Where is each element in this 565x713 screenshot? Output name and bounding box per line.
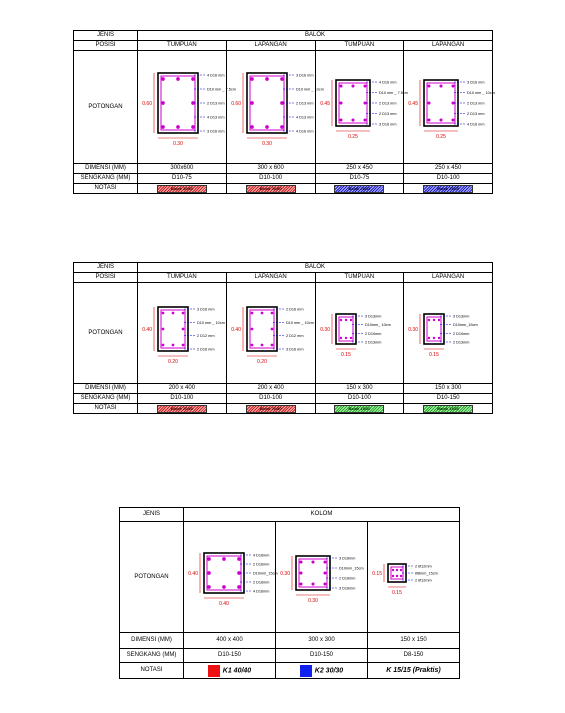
rebar-label: 2 D16mm [253, 562, 270, 567]
dimensi-cell: 150 x 300 [404, 384, 493, 394]
rebar-bottom [299, 582, 302, 585]
rebar-bottom [339, 118, 342, 121]
rebar-label: 4 D13 mm [295, 115, 314, 120]
dimension-height-label: 0.30 [319, 327, 330, 333]
rebar-bottom [311, 582, 314, 585]
rebar-bottom [363, 118, 366, 121]
rebar-label: 4 D16mm [253, 553, 270, 558]
rebar-side [323, 571, 326, 574]
notasi-badge: Balok 25/45 [334, 185, 384, 193]
rebar-label: 3 D16 mm [295, 73, 314, 78]
column-schedule-table [119, 507, 460, 679]
rebar-label: 2 D16mm [253, 580, 270, 585]
sengkang-label: SENGKANG (MM) [74, 174, 138, 184]
rebar-top [428, 319, 430, 321]
rebar-bottom [250, 125, 254, 129]
stirrup [250, 76, 284, 130]
rebar-top [191, 77, 195, 81]
dimension-height-label: 0.45 [408, 101, 419, 107]
cross-section-svg [316, 70, 414, 144]
section-drawing [276, 522, 368, 633]
rebar-label: 2 D13 mm [207, 101, 225, 106]
rebar-bottom [280, 125, 284, 129]
rebar-label: 2 D10mm [364, 331, 381, 336]
rebar-label: 3 D16 mm [197, 307, 215, 312]
section-drawing [138, 51, 236, 164]
section-drawing [315, 283, 404, 384]
rebar-label: Ø8mm_15cm [415, 571, 438, 576]
rebar-top [161, 77, 165, 81]
dimensi-cell: 200 x 400 [138, 384, 227, 394]
stirrup [391, 567, 403, 579]
notasi-badge: Balok 20/40 [157, 405, 207, 413]
dimension-height-label: 0.15 [372, 571, 382, 577]
rebar-top [172, 312, 175, 315]
rebar-bottom [237, 585, 241, 589]
rebar-top [344, 319, 346, 321]
dimension-height-label: 0.45 [319, 101, 330, 107]
dimension-height-label: 0.60 [142, 101, 152, 107]
rebar-label: 2 D16 mm [197, 347, 215, 352]
notasi-label: NOTASI [74, 184, 138, 194]
dimension-width-label: 0.25 [436, 134, 447, 140]
stirrup [250, 310, 274, 348]
sengkang-cell: D10-75 [315, 174, 404, 184]
rebar-bottom [265, 125, 269, 129]
sengkang-cell: D10-100 [138, 394, 227, 404]
rebar-label: D10 mm _ 7.5cm [207, 87, 236, 92]
section-drawing [226, 283, 315, 384]
rebar-top [207, 557, 211, 561]
rebar-label: 3 D16 mm [285, 347, 304, 352]
rebar-label: 2 D13 mm [378, 112, 397, 116]
section-drawing [315, 51, 408, 164]
rebar-side [299, 571, 302, 574]
cross-section-svg [227, 297, 325, 369]
rebar-label: 2 D13 mm [467, 112, 485, 116]
cross-section-svg [404, 304, 502, 362]
rebar-top [250, 312, 253, 315]
rebar-top [323, 560, 326, 563]
rebar-bottom [400, 575, 402, 577]
position-cell: TUMPUAN [138, 273, 227, 283]
position-cell: LAPANGAN [226, 41, 315, 51]
rebar-label: 2 D16 mm [285, 307, 304, 312]
rebar-label: 3 D16 mm [378, 122, 397, 127]
rebar-top [237, 557, 241, 561]
jenis-label: JENIS [74, 31, 138, 41]
rebar-top [349, 319, 351, 321]
rebar-label: 4 D16 mm [378, 80, 397, 85]
sengkang-cell: D10-150 [404, 394, 493, 404]
jenis-label: JENIS [74, 263, 138, 273]
rebar-label: 4 D16 mm [295, 129, 314, 134]
dimension-width-label: 0.20 [168, 359, 178, 365]
cross-section-svg [138, 297, 236, 369]
rebar-label: 4 D13 mm [207, 115, 225, 120]
rebar-bottom [344, 337, 346, 339]
legend-swatch-red [208, 665, 220, 677]
notasi-text: K 15/15 (Praktis) [386, 666, 441, 674]
notasi-text: K1 40/40 [222, 667, 252, 675]
dimension-width-label: 0.15 [340, 352, 351, 358]
section-drawing [138, 283, 227, 384]
dimension-height-label: 0.40 [188, 571, 198, 577]
sengkang-cell: D10-100 [315, 394, 404, 404]
rebar-label: D10 mm _ 10cm [295, 87, 324, 92]
dimensi-cell: 300 x 600 [226, 164, 315, 174]
rebar-label: 3 D16 mm [207, 129, 225, 134]
rebar-bottom [349, 337, 351, 339]
rebar-label: D10mm_15cm [453, 323, 478, 328]
rebar-bottom [172, 344, 175, 347]
sengkang-cell: D10-150 [184, 649, 276, 663]
rebar-label: D10 mm _ 7.5cm [378, 91, 408, 95]
dimension-width-label: 0.15 [429, 352, 440, 358]
rebar-top [438, 319, 440, 321]
section-drawing [404, 51, 496, 164]
notasi-badge: Balok 15/30 [334, 405, 384, 413]
rebar-bottom [222, 585, 226, 589]
dimension-width-label: 0.30 [261, 141, 272, 147]
dimension-height-label: 0.40 [231, 327, 241, 333]
cross-section-svg [227, 63, 325, 151]
rebar-bottom [433, 337, 435, 339]
stirrup [161, 76, 195, 130]
section-drawing [404, 283, 493, 384]
rebar-side [428, 101, 431, 104]
rebar-bottom [191, 125, 195, 129]
element-type: BALOK [138, 31, 493, 41]
element-type: KOLOM [184, 508, 460, 522]
rebar-bottom [176, 125, 180, 129]
rebar-label: 4 D16 mm [467, 122, 485, 127]
rebar-bottom [270, 344, 273, 347]
rebar-top [452, 84, 455, 87]
position-cell: TUMPUAN [315, 41, 404, 51]
rebar-label: 3 D13mm [364, 314, 381, 319]
rebar-label: D10 mm _ 10cm [197, 320, 225, 325]
dimensi-cell: 400 x 400 [184, 633, 276, 649]
rebar-top [351, 84, 354, 87]
rebar-label: D10mm_15cm [339, 566, 364, 571]
element-type: BALOK [138, 263, 493, 273]
rebar-top [339, 84, 342, 87]
stirrup [207, 556, 241, 590]
rebar-top [270, 312, 273, 315]
rebar-label: 2 Ø12mm [415, 564, 432, 569]
section-drawing [368, 522, 460, 633]
dimension-width-label: 0.40 [219, 601, 229, 607]
rebar-bottom [440, 118, 443, 121]
rebar-label: 2 D12 mm [197, 334, 215, 339]
rebar-bottom [323, 582, 326, 585]
notasi-text: K2 30/30 [314, 667, 344, 675]
rebar-bottom [260, 344, 263, 347]
dimension-width-label: 0.30 [308, 598, 318, 604]
stirrup [339, 83, 367, 123]
cross-section-svg [316, 304, 414, 362]
notasi-label: NOTASI [120, 663, 184, 679]
rebar-top [363, 84, 366, 87]
rebar-label: 2 D13 mm [295, 101, 314, 106]
dimension-height-label: 0.40 [142, 327, 152, 333]
notasi-badge: Balok 25/45 [423, 185, 473, 193]
beam-schedule-table-1 [73, 30, 496, 194]
rebar-bottom [339, 337, 341, 339]
rebar-bottom [392, 575, 394, 577]
notasi-badge: Balok 30/60 [157, 185, 207, 193]
rebar-top [392, 569, 394, 571]
rebar-bottom [438, 337, 440, 339]
rebar-label: 2 D13 mm [467, 101, 485, 106]
dimensi-label: DIMENSI (MM) [74, 164, 138, 174]
cross-section-svg [138, 63, 236, 151]
rebar-label: 2 D16mm [339, 576, 356, 581]
position-cell: TUMPUAN [315, 273, 404, 283]
notasi-badge: Balok 30/60 [246, 185, 296, 193]
rebar-label: D10mm_ 10cm [364, 323, 391, 328]
sengkang-cell: D10-100 [226, 174, 315, 184]
rebar-top [400, 569, 402, 571]
dimensi-cell: 250 x 450 [315, 164, 404, 174]
rebar-top [433, 319, 435, 321]
potongan-label: POTONGAN [74, 51, 138, 164]
notasi-badge: Balok 20/40 [246, 405, 296, 413]
rebar-bottom [452, 118, 455, 121]
rebar-top [265, 77, 269, 81]
rebar-label: 4 D16 mm [207, 73, 225, 78]
rebar-label: D10 mm _ 10cm [467, 91, 496, 95]
rebar-label: 3 D13mm [453, 314, 470, 319]
rebar-side [162, 328, 165, 331]
beam-schedule-table-2 [73, 262, 493, 414]
rebar-top [428, 84, 431, 87]
dimension-height-label: 0.30 [280, 571, 290, 577]
dimensi-cell: 200 x 400 [226, 384, 315, 394]
dimensi-cell: 300 x 300 [276, 633, 368, 649]
rebar-side [207, 571, 211, 575]
section-drawing [184, 522, 276, 633]
potongan-label: POTONGAN [74, 283, 138, 384]
rebar-label: 2 D13mm [364, 340, 381, 345]
rebar-top [299, 560, 302, 563]
dimensi-cell: 300x600 [138, 164, 227, 174]
rebar-top [440, 84, 443, 87]
rebar-side [161, 101, 165, 105]
rebar-bottom [351, 118, 354, 121]
cross-section-svg [276, 546, 374, 608]
rebar-label: 2 Ø12mm [415, 578, 432, 583]
sengkang-label: SENGKANG (MM) [74, 394, 138, 404]
position-cell: LAPANGAN [404, 273, 493, 283]
dimensi-label: DIMENSI (MM) [120, 633, 184, 649]
rebar-label: 4 D16mm [253, 589, 270, 594]
sengkang-cell: D10-75 [138, 174, 227, 184]
posisi-label: POSISI [74, 41, 138, 51]
posisi-label: POSISI [74, 273, 138, 283]
rebar-side [270, 328, 273, 331]
rebar-bottom [396, 575, 398, 577]
rebar-label: 3 D16 mm [467, 80, 485, 85]
rebar-bottom [182, 344, 185, 347]
dimension-height-label: 0.30 [408, 327, 419, 333]
potongan-label: POTONGAN [120, 522, 184, 633]
rebar-bottom [161, 125, 165, 129]
sengkang-label: SENGKANG (MM) [120, 649, 184, 663]
rebar-label: 3 D16mm [339, 586, 356, 591]
rebar-bottom [250, 344, 253, 347]
rebar-top [260, 312, 263, 315]
sengkang-cell: D8-150 [368, 649, 460, 663]
position-cell: LAPANGAN [404, 41, 493, 51]
rebar-side [182, 328, 185, 331]
dimensi-cell: 150 x 300 [315, 384, 404, 394]
rebar-label: 2 D13mm [453, 340, 470, 345]
sengkang-cell: D10-150 [276, 649, 368, 663]
rebar-side [250, 328, 253, 331]
stirrup [427, 83, 455, 123]
sengkang-cell: D10-100 [226, 394, 315, 404]
dimension-width-label: 0.25 [347, 134, 358, 140]
jenis-label: JENIS [120, 508, 184, 522]
rebar-top [339, 319, 341, 321]
dimensi-label: DIMENSI (MM) [74, 384, 138, 394]
rebar-side [250, 101, 254, 105]
rebar-label: D10mm_15cm [253, 571, 278, 576]
rebar-label: 2 D12 mm [285, 334, 304, 339]
cross-section-svg [404, 70, 502, 144]
rebar-top [222, 557, 226, 561]
rebar-label: D10 mm _ 10cm [285, 320, 314, 325]
rebar-bottom [428, 118, 431, 121]
rebar-top [250, 77, 254, 81]
rebar-label: 2 D13 mm [378, 101, 397, 106]
section-drawing [226, 51, 324, 164]
dimension-width-label: 0.15 [392, 590, 402, 596]
notasi-badge: Balok 15/30 [423, 405, 473, 413]
stirrup [161, 310, 185, 348]
rebar-top [182, 312, 185, 315]
notasi-label: NOTASI [74, 404, 138, 414]
position-cell: LAPANGAN [226, 273, 315, 283]
legend-swatch-blue [300, 665, 312, 677]
rebar-bottom [162, 344, 165, 347]
dimension-width-label: 0.30 [173, 141, 183, 147]
dimension-height-label: 0.60 [231, 101, 241, 107]
rebar-bottom [428, 337, 430, 339]
rebar-top [280, 77, 284, 81]
rebar-label: 3 D16mm [339, 556, 356, 561]
cross-section-svg [368, 554, 466, 600]
dimensi-cell: 250 x 450 [404, 164, 493, 174]
rebar-side [339, 101, 342, 104]
rebar-top [396, 569, 398, 571]
rebar-top [162, 312, 165, 315]
sengkang-cell: D10-100 [404, 174, 493, 184]
dimension-width-label: 0.20 [256, 359, 267, 365]
position-cell: TUMPUAN [138, 41, 227, 51]
cross-section-svg [184, 543, 282, 611]
rebar-top [176, 77, 180, 81]
dimensi-cell: 150 x 150 [368, 633, 460, 649]
rebar-top [311, 560, 314, 563]
rebar-label: 2 D10mm [453, 331, 470, 336]
rebar-bottom [207, 585, 211, 589]
